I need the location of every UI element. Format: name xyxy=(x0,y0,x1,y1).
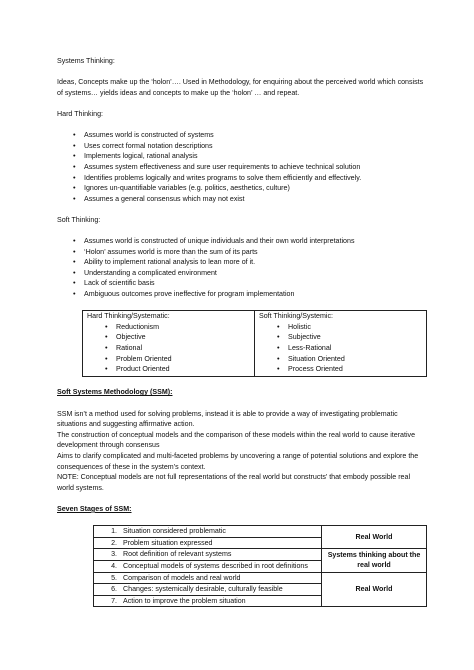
step-number: 3. xyxy=(111,550,117,559)
list-item: • Problem Oriented xyxy=(87,354,250,365)
step-text: Action to improve the problem situation xyxy=(123,596,246,605)
list-item: • Holistic xyxy=(259,322,422,333)
step-number: 4. xyxy=(111,561,117,570)
systems-thinking-definition: Ideas, Concepts make up the ‘holon’…. Used in Methodology, for enquiring about the perceived world which consists of systems… yields ideas and concepts to make up the ‘holon’ … and repeat. xyxy=(57,78,424,97)
table-row xyxy=(94,572,427,584)
list-item: • Subjective xyxy=(259,332,422,343)
hard-thinking-title: Hard Thinking: xyxy=(57,109,104,118)
soft-column xyxy=(255,311,427,377)
list-item: • Ignores un-quantifiable variables (e.g. politics, aesthetics, culture) xyxy=(57,183,427,194)
list-item: • Uses correct formal notation descriptions xyxy=(57,141,427,152)
step-text: Root definition of relevant systems xyxy=(123,550,232,559)
soft-thinking-list xyxy=(57,236,427,300)
ssm-heading: Soft Systems Methodology (SSM): xyxy=(57,388,173,397)
list-item: • Implements logical, rational analysis xyxy=(57,151,427,162)
step-text: Comparison of models and real world xyxy=(123,573,241,582)
stages-table xyxy=(93,525,427,607)
ssm-paragraph: The construction of conceptual models and the comparison of these models within the real world to cause iterative development through consensus xyxy=(57,430,416,450)
hard-thinking-list xyxy=(57,130,427,204)
step-number: 1. xyxy=(111,527,117,536)
step-text: Changes: systemically desirable, culturally feasible xyxy=(123,585,283,594)
list-item: • Product Oriented xyxy=(87,364,250,375)
soft-column-header: Soft Thinking/Systemic: xyxy=(259,312,333,321)
list-item: • Assumes world is constructed of systems xyxy=(57,130,427,141)
step-number: 7. xyxy=(111,596,117,605)
list-item: • Ambiguous outcomes prove ineffective for program implementation xyxy=(57,289,427,300)
list-item: • ‘Holon’ assumes world is more than the sum of its parts xyxy=(57,247,427,258)
list-item: • Objective xyxy=(87,332,250,343)
document-page xyxy=(57,56,427,607)
list-item: • Rational xyxy=(87,343,250,354)
ssm-paragraph: Aims to clarify complicated and multi-faceted problems by uncovering a range of potential solutions and explore the consequences of these in the system’s context. xyxy=(57,451,419,471)
stage-group-systems-thinking: Systems thinking about the real world xyxy=(322,549,427,572)
hard-column-header: Hard Thinking/Systematic: xyxy=(87,312,170,321)
step-number: 5. xyxy=(111,573,117,582)
list-item: • Identifies problems logically and writes programs to solve them efficiently and effectively. xyxy=(57,173,427,184)
list-item: • Understanding a complicated environment xyxy=(57,268,427,279)
table-row xyxy=(94,526,427,538)
hard-column xyxy=(83,311,255,377)
list-item: • Assumes world is constructed of unique individuals and their own world interpretations xyxy=(57,236,427,247)
step-number: 2. xyxy=(111,538,117,547)
list-item: • Less-Rational xyxy=(259,343,422,354)
list-item: • Situation Oriented xyxy=(259,354,422,365)
comparison-table xyxy=(82,310,427,377)
ssm-paragraph: SSM isn’t a method used for solving problems, instead it is able to provide a way of investigating problematic situations and suggesting affirmative action. xyxy=(57,409,398,429)
step-text: Situation considered problematic xyxy=(123,527,226,536)
list-item: • Assumes a general consensus which may not exist xyxy=(57,194,427,205)
ssm-note: NOTE: Conceptual models are not full representations of the real world but constructs’ that embody possible real world systems. xyxy=(57,473,411,492)
list-item: • Reductionism xyxy=(87,322,250,333)
list-item: • Assumes system effectiveness and sure user requirements to achieve technical solution xyxy=(57,162,427,173)
soft-thinking-title: Soft Thinking: xyxy=(57,215,101,224)
list-item: • Ability to implement rational analysis to lean more of it. xyxy=(57,257,427,268)
table-row xyxy=(94,549,427,561)
stages-heading: Seven Stages of SSM: xyxy=(57,504,132,513)
stage-group-real-world: Real World xyxy=(322,572,427,607)
list-item: • Process Oriented xyxy=(259,364,422,375)
step-text: Problem situation expressed xyxy=(123,538,213,547)
step-text: Conceptual models of systems described in root definitions xyxy=(123,561,308,570)
step-number: 6. xyxy=(111,585,117,594)
stage-group-real-world: Real World xyxy=(322,526,427,549)
list-item: • Lack of scientific basis xyxy=(57,278,427,289)
systems-thinking-title: Systems Thinking: xyxy=(57,57,115,65)
